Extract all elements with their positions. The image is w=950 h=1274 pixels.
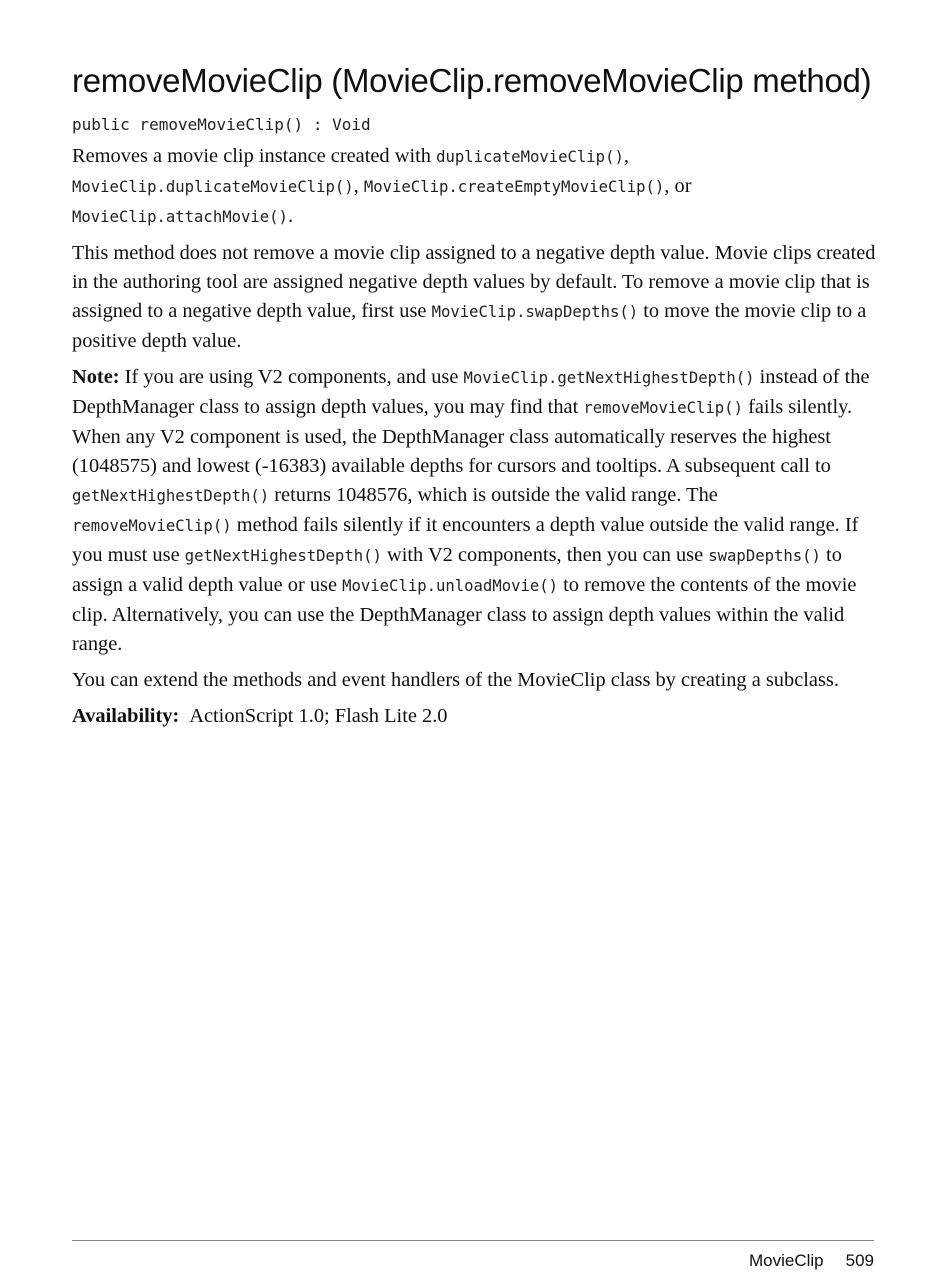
- code: removeMovieClip(): [72, 517, 232, 535]
- text: to move the movie clip to a positive depth value.: [72, 300, 867, 352]
- code: MovieClip.unloadMovie(): [342, 577, 559, 595]
- page-title: removeMovieClip (MovieClip.removeMovieClip method): [72, 62, 872, 99]
- text: .: [287, 205, 294, 227]
- text: instead of the DepthManager class to assign depth values, you may find that: [72, 366, 870, 418]
- text: to assign a valid depth value or use: [72, 544, 842, 596]
- footer-divider: [72, 1240, 874, 1241]
- code-swap-depths: MovieClip.swapDepths(): [431, 303, 639, 321]
- code: getNextHighestDepth(): [72, 487, 270, 505]
- note-paragraph: [72, 363, 882, 659]
- code-create-empty: MovieClip.createEmptyMovieClip(): [363, 178, 665, 196]
- footer-section-name: MovieClip: [748, 1251, 824, 1270]
- availability-paragraph: [72, 702, 882, 731]
- text: If you are using V2 components, and use: [119, 366, 464, 388]
- code: swapDepths(): [708, 547, 821, 565]
- method-signature: public removeMovieClip() : Void: [72, 115, 371, 134]
- code: getNextHighestDepth(): [184, 547, 382, 565]
- note-label: Note:: [72, 366, 120, 388]
- availability-value: ActionScript 1.0; Flash Lite 2.0: [189, 705, 448, 727]
- page-content: [72, 62, 882, 738]
- text: , or: [664, 175, 692, 197]
- text: method fails silently if it encounters a depth value outside the valid range. If you must use: [72, 514, 859, 566]
- code: MovieClip.getNextHighestDepth(): [463, 369, 755, 387]
- description-paragraph: [72, 142, 882, 232]
- text: fails silently. When any V2 component is used, the DepthManager class automatically reserves the highest (1048575) and lowest (-16383) available depths for cursors and tooltips. A subsequent call to: [72, 396, 853, 477]
- code-attach-movie: MovieClip.attachMovie(): [72, 208, 288, 226]
- text: This method does not remove a movie clip assigned to a negative depth value. Movie clips created in the authoring tool are assigned negative depth values by default. To remove a movie clip that is assigned to a negative depth value, first use: [72, 242, 876, 322]
- text: with V2 components, then you can use: [381, 544, 709, 566]
- page-number: 509: [845, 1251, 874, 1270]
- availability-label: Availability:: [72, 705, 180, 727]
- code-duplicate: duplicateMovieClip(): [436, 148, 624, 166]
- text: Removes a movie clip instance created with: [72, 145, 437, 167]
- code: removeMovieClip(): [583, 399, 743, 417]
- text: returns 1048576, which is outside the valid range. The: [269, 484, 718, 506]
- text: to remove the contents of the movie clip. Alternatively, you can use the DepthManager class to assign depth values within the valid range.: [72, 574, 857, 655]
- code-mc-duplicate: MovieClip.duplicateMovieClip(): [72, 178, 354, 196]
- text: ,: [623, 145, 629, 167]
- negative-depth-paragraph: [72, 239, 882, 356]
- text: ,: [353, 175, 364, 197]
- subclass-paragraph: You can extend the methods and event handlers of the MovieClip class by creating a subclass.: [72, 669, 839, 691]
- page-footer: [749, 1251, 874, 1271]
